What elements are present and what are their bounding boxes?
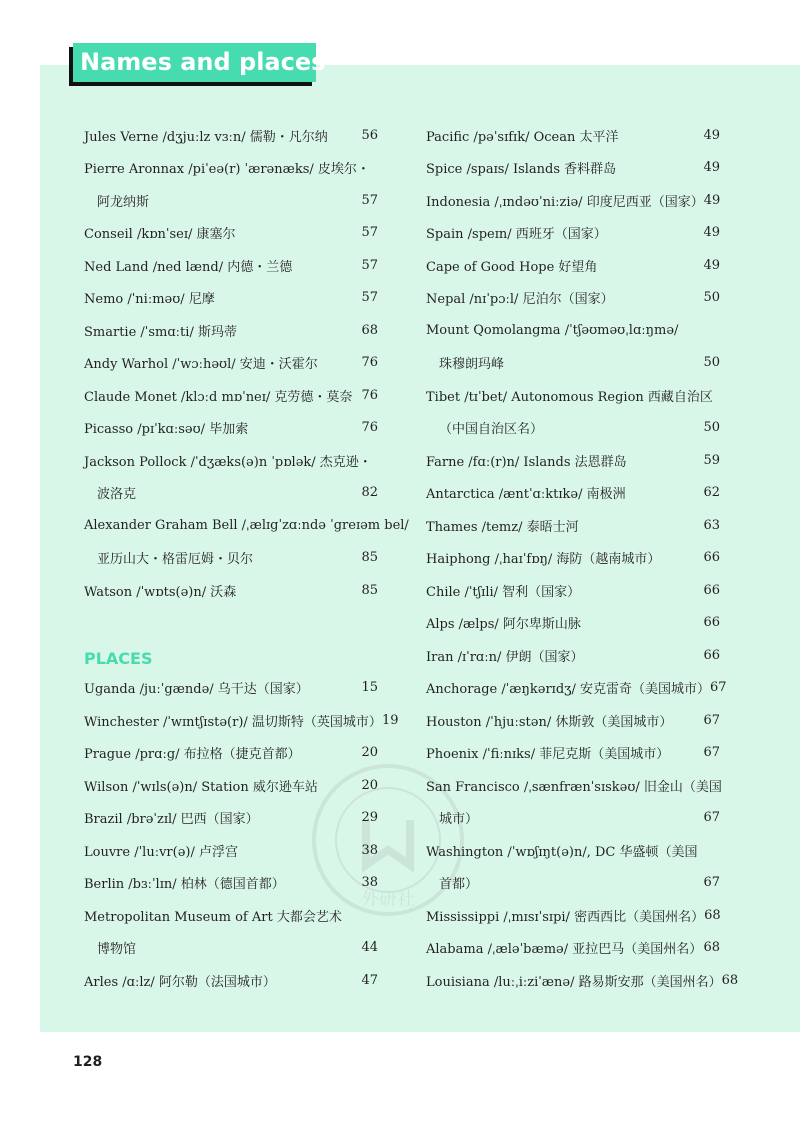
entry-text: 城市） [439,812,479,828]
entry-page-number: 15 [361,680,378,696]
page-title: Names and places [73,43,316,82]
entry-text: 阿龙纳斯 [97,194,150,210]
entry-page-number: 76 [361,420,378,436]
index-entry [426,314,720,347]
entry-page-number: 85 [361,550,378,566]
entry-text: Berlin /bɜːˈlɪn/ 柏林（德国首都） [84,877,285,893]
entry-text: San Francisco /ˌsænfrænˈsɪskəʊ/ 旧金山（美国 [426,779,722,795]
entry-page-number: 66 [703,550,720,566]
entry-page-number: 68 [704,907,721,923]
entry-text: Louvre /ˈluːvr(ə)/ 卢浮宫 [84,844,238,860]
entry-page-number: 50 [703,420,720,436]
index-entry [426,379,720,412]
entry-text: Mississippi /ˌmɪsɪˈsɪpi/ 密西西比（美国州名） [426,909,705,925]
entry-page-number: 50 [703,290,720,306]
index-entry [84,899,378,932]
entry-text: Pierre Aronnax /piˈeə(r) ˈærənæks/ 皮埃尔・ [84,162,370,178]
entry-text: Alabama /ˌæləˈbæmə/ 亚拉巴马（美国州名） [426,942,703,958]
entry-text: Thames /temz/ 泰晤士河 [426,519,579,535]
entry-page-number: 57 [361,290,378,306]
entry-text: 首都） [439,877,479,893]
entry-page-number: 66 [703,615,720,631]
index-entry [426,607,720,640]
entry-text: 亚历山大・格雷厄姆・贝尔 [97,552,254,568]
entry-text: Smartie /ˈsmɑːti/ 斯玛蒂 [84,324,237,340]
index-entry [426,509,720,542]
entry-text: Louisiana /luːˌiːziˈænə/ 路易斯安那（美国州名） [426,974,722,990]
entry-text: Uganda /juːˈgændə/ 乌干达（国家） [84,682,309,698]
index-entry [84,932,378,965]
entry-page-number: 20 [361,777,378,793]
page-number: 128 [73,1054,103,1070]
entry-text: Pacific /pəˈsɪfɪk/ Ocean 太平洋 [426,129,619,145]
entry-text: （中国自治区名） [439,422,544,438]
entry-text: Brazil /brəˈzɪl/ 巴西（国家） [84,812,259,828]
entry-text: Nemo /ˈniːməʊ/ 尼摩 [84,292,215,308]
index-entry [84,249,378,282]
entry-text: Winchester /ˈwɪntʃɪstə(r)/ 温切斯特（英国城市） [84,714,382,730]
index-entry [84,282,378,315]
entry-text: Haiphong /ˌhaɪˈfɒŋ/ 海防（越南城市） [426,552,661,568]
entry-text: Cape of Good Hope 好望角 [426,259,598,275]
names-list [84,119,409,607]
index-entry [84,347,378,380]
entry-page-number: 57 [361,192,378,208]
entry-page-number: 67 [710,680,727,696]
entry-page-number: 82 [361,485,378,501]
entry-text: Farne /fɑː(r)n/ Islands 法恩群岛 [426,454,627,470]
index-entry [84,412,378,445]
entry-page-number: 49 [703,192,721,208]
entry-page-number: 57 [361,257,378,273]
index-entry [426,477,720,510]
entry-text: Metropolitan Museum of Art 大都会艺术 [84,909,342,925]
index-entry [426,574,720,607]
index-entry [84,217,378,250]
entry-text: Iran /ɪˈrɑːn/ 伊朗（国家） [426,649,584,665]
entry-page-number: 66 [703,582,720,598]
entry-text: Arles /ɑːlz/ 阿尔勒（法国城市） [84,974,276,990]
entry-page-number: 63 [703,517,720,533]
index-entry [84,834,378,867]
entry-text: Jackson Pollock /ˈdʒæks(ə)n ˈpɒlək/ 杰克逊・ [84,454,372,470]
index-entry [84,509,409,542]
section-spacer [84,607,378,640]
entry-text: Watson /ˈwɒts(ə)n/ 沃森 [84,584,237,600]
index-entry [426,672,727,705]
entry-text: Conseil /kɒnˈseɪ/ 康塞尔 [84,227,236,243]
entry-text: Prague /prɑːg/ 布拉格（捷克首都） [84,747,301,763]
entry-page-number: 49 [703,160,720,176]
index-entry [426,769,720,802]
entry-text: 珠穆朗玛峰 [439,357,505,373]
entry-text: 博物馆 [97,942,137,958]
index-entry [84,184,378,217]
entry-text: Nepal /nɪˈpɔːl/ 尼泊尔（国家） [426,292,614,308]
index-entry [426,184,720,217]
index-entry [84,119,378,152]
entry-text: Mount Qomolangma /ˈtʃəʊməʊˌlɑːŋmə/ [426,322,679,338]
entry-text: Jules Verne /dʒjuːlz vɜːn/ 儒勒・凡尔纳 [84,129,328,145]
entry-page-number: 76 [361,387,378,403]
entry-text: Andy Warhol /ˈwɔːhəʊl/ 安迪・沃霍尔 [84,357,318,373]
entry-page-number: 62 [703,485,720,501]
entry-page-number: 49 [703,127,720,143]
entry-page-number: 47 [361,972,378,988]
index-entry [426,282,720,315]
entry-page-number: 38 [361,842,378,858]
index-entry [84,704,399,737]
entry-text: Alps /ælps/ 阿尔卑斯山脉 [426,617,581,633]
entry-text: Anchorage /ˈæŋkərɪdʒ/ 安克雷奇（美国城市） [426,682,711,698]
entry-page-number: 76 [361,355,378,371]
index-entry [84,152,378,185]
index-entry [84,802,378,835]
entry-text: Alexander Graham Bell /ˌælɪgˈzɑːndə ˈgreɪəm bel/ [84,517,409,533]
entry-page-number: 57 [361,225,378,241]
index-entry [426,444,720,477]
entry-page-number: 66 [703,647,720,663]
entry-page-number: 44 [361,940,378,956]
entry-page-number: 68 [703,940,720,956]
index-entry [84,314,378,347]
places-heading: PLACES [84,648,153,668]
entry-page-number: 38 [361,875,378,891]
index-entry [84,867,378,900]
index-entry [426,119,720,152]
entry-page-number: 50 [703,355,720,371]
index-entry [426,899,720,932]
index-entry [426,217,720,250]
entry-text: Washington /ˈwɒʃɪŋt(ə)n/, DC 华盛顿（美国 [426,844,698,860]
index-entry [426,152,720,185]
index-entry [426,249,720,282]
entry-page-number: 67 [703,712,720,728]
index-entry [426,932,720,965]
entry-page-number: 20 [361,745,378,761]
index-entry [84,542,378,575]
index-entry [426,802,720,835]
index-entry [84,379,378,412]
entry-text: Chile /ˈtʃɪli/ 智利（国家） [426,584,581,600]
index-entry [84,737,378,770]
entry-page-number: 49 [703,257,720,273]
index-entry [84,672,378,705]
entry-page-number: 67 [703,810,720,826]
entry-text: Indonesia /ˌɪndəʊˈniːziə/ 印度尼西亚（国家） [426,194,704,210]
entry-page-number: 68 [721,972,739,988]
entry-text: Wilson /ˈwɪls(ə)n/ Station 威尔逊车站 [84,779,318,795]
index-entry [84,964,378,997]
entry-page-number: 85 [361,582,378,598]
entry-text: Antarctica /æntˈɑːktɪkə/ 南极洲 [426,487,626,503]
index-entry [426,639,720,672]
entry-page-number: 67 [703,745,720,761]
watermark-label: 外研社 [361,889,415,910]
entry-page-number: 67 [703,875,720,891]
entry-page-number: 59 [703,452,720,468]
index-entry [426,704,720,737]
entry-page-number: 29 [361,810,378,826]
index-entry [426,867,720,900]
entry-text: Picasso /pɪˈkɑːsəʊ/ 毕加索 [84,422,249,438]
entry-text: Houston /ˈhjuːstən/ 休斯敦（美国城市） [426,714,673,730]
index-entry [426,964,739,997]
entry-page-number: 68 [361,322,378,338]
entry-page-number: 49 [703,225,720,241]
entry-page-number: 56 [361,127,378,143]
entry-text: Spain /speɪn/ 西班牙（国家） [426,227,607,243]
places-list-right [426,119,739,997]
entry-text: Phoenix /ˈfiːnɪks/ 菲尼克斯（美国城市） [426,747,670,763]
entry-text: Spice /spaɪs/ Islands 香料群岛 [426,162,617,178]
entry-page-number: 19 [381,712,399,728]
index-entry [84,769,378,802]
right-column [426,119,739,997]
index-entry [84,477,378,510]
entry-text: Tibet /tɪˈbet/ Autonomous Region 西藏自治区 [426,389,713,405]
index-entry [426,412,720,445]
entry-text: 波洛克 [97,487,137,503]
index-entry [426,542,720,575]
index-entry [426,737,720,770]
entry-text: Claude Monet /klɔːd mɒˈneɪ/ 克劳德・莫奈 [84,389,353,405]
index-entry [84,444,378,477]
entry-text: Ned Land /ned lænd/ 内德・兰德 [84,259,293,275]
index-entry [426,834,720,867]
index-entry [84,574,378,607]
index-entry [426,347,720,380]
